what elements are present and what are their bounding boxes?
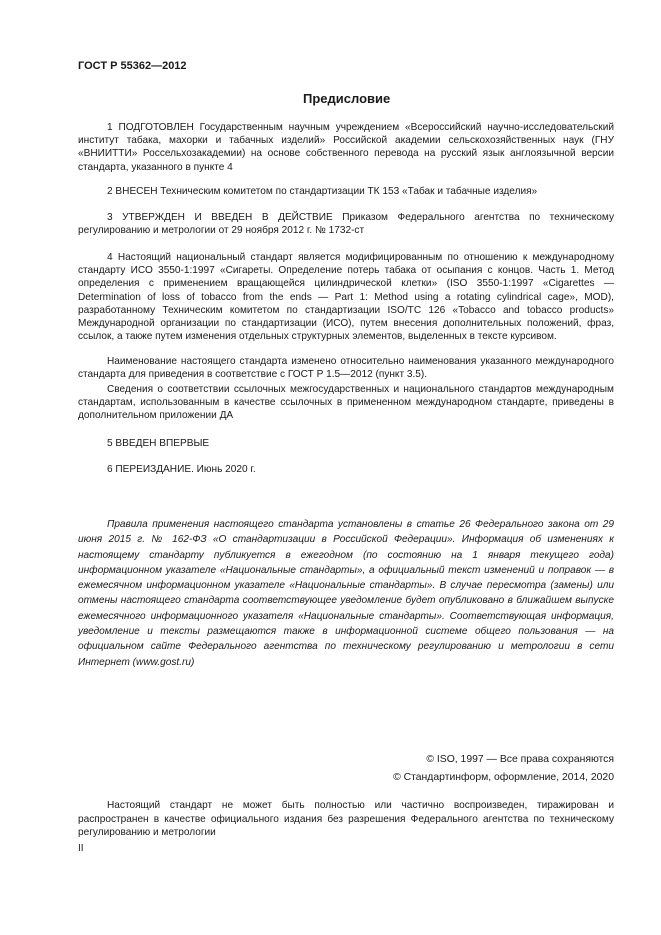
copyright-iso: © ISO, 1997 — Все права сохраняются (426, 754, 614, 765)
foreword-item-4-title-note: Наименование настоящего стандарта изменено относительно наименования указанного международного стандарта для приведения в соответствие с ГОСТ Р 1.5—2012 (пункт 3.5). (78, 356, 614, 381)
document-id: ГОСТ Р 55362—2012 (78, 60, 187, 72)
section-title: Предисловие (303, 91, 391, 106)
foreword-item-6: 6 ПЕРЕИЗДАНИЕ. Июнь 2020 г. (107, 464, 256, 475)
foreword-item-1: 1 ПОДГОТОВЛЕН Государственным научным учреждением «Всероссийский научно-исследовательский институт табака, махорки и табачных изделий» Российской академии сельскохозяйственных наук (ГНУ «ВНИИТТИ» Россельхозакадемии) на основе собственного перевода на русский язык англоязычной версии стандарта, указанного в пункте 4 (78, 122, 614, 173)
application-rules-notice: Правила применения настоящего стандарта установлены в статье 26 Федерального закона от 29 июня 2015 г. № 162-ФЗ «О стандартизации в Российской Федерации». Информация об изменениях к настоящему стандарту публикуется в ежегодном (по состоянию на 1 января текущего года) информационном указателе «Национальные стандарты», а официальный текст изменений и поправок — в ежемесячном информационном указателе «Национальные стандарты». В случае пересмотра (замены) или отмены настоящего стандарта соответствующее уведомление будет опубликовано в ближайшем выпуске ежемесячного информационного указателя «Национальные стандарты». Соответствующая информация, уведомление и тексты размещаются также в информационной системе общего пользования — на официальном сайте Федерального агентства по техническому регулированию и метрологии в сети Интернет (www.gost.ru) (78, 519, 614, 668)
foreword-item-3: 3 УТВЕРЖДЕН И ВВЕДЕН В ДЕЙСТВИЕ Приказом Федерального агентства по техническому регулированию и метрологии от 29 ноября 2012 г. № 1732-ст (78, 212, 614, 237)
page-number: II (78, 843, 84, 854)
foreword-item-4-references-note: Сведения о соответствии ссылочных межгосударственных и национального стандартов международным стандартам, использованным в качестве ссылочных в примененном международном стандарте, приведены в дополнительном приложении ДА (78, 384, 614, 422)
foreword-item-2: 2 ВНЕСЕН Техническим комитетом по стандартизации ТК 153 «Табак и табачные изделия» (107, 186, 538, 197)
copyright-standartinform: © Стандартинформ, оформление, 2014, 2020 (393, 772, 614, 783)
foreword-item-5: 5 ВВЕДЕН ВПЕРВЫЕ (107, 438, 210, 449)
foreword-item-4: 4 Настоящий национальный стандарт является модифицированным по отношению к международному стандарту ИСО 3550-1:1997 «Сигареты. Определение потерь табака от осыпания с концов. Часть 1. Метод определения с применением вращающейся цилиндрической клетки» (ISO 3550-1:1997 «Cigarettes — Determination of loss of tobacco from the ends — Part 1: Method using a rotating cylindrical cage», MOD), разработанному Техническим комитетом по стандартизации ISO/TC 126 «Tobacco and tobacco products» Международной организации по стандартизации (ИСО), путем внесения дополнительных положений, фраз, ссылок, а также путем изменения отдельных структурных элементов, выделенных в тексте курсивом. (78, 252, 614, 343)
reproduction-notice: Настоящий стандарт не может быть полностью или частично воспроизведен, тиражирован и распространен в качестве официального издания без разрешения Федерального агентства по техническому регулированию и метрологии (78, 800, 614, 838)
